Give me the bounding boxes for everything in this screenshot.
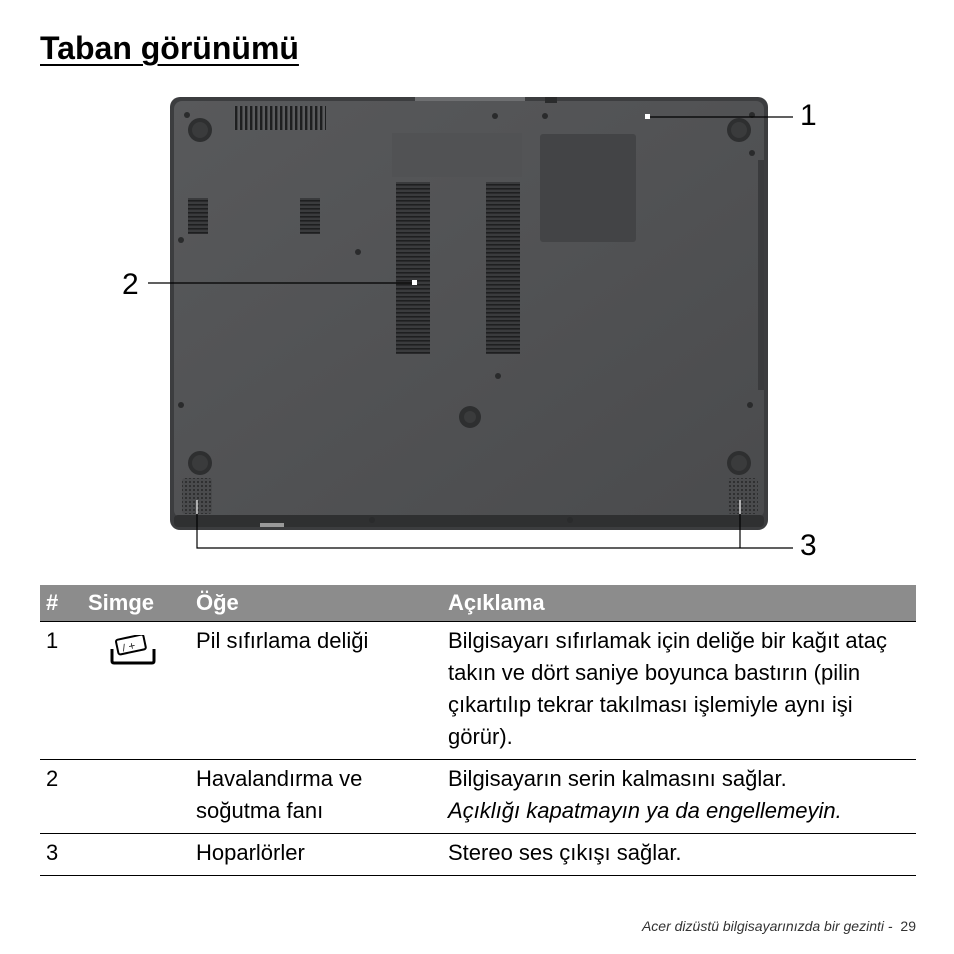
footer-text: Acer dizüstü bilgisayarınızda bir gezinti - <box>641 918 893 934</box>
callout-label-2: 2 <box>122 268 139 301</box>
callout-label-1: 1 <box>800 99 817 132</box>
row-icon <box>82 760 190 834</box>
svg-text:/ +: / + <box>121 641 137 654</box>
top-vent <box>234 106 326 130</box>
header-icon: Simge <box>82 585 190 622</box>
row-item: Havalandırma ve soğutma fanı <box>190 760 442 834</box>
components-table <box>40 585 916 876</box>
row-description: Bilgisayarı sıfırlamak için deliğe bir kağıt ataç takın ve dört saniye boyunca bastırın (pilin çıkartılıp tekrar takılması işlemiyle aynı işi görür). <box>442 622 916 760</box>
table-row <box>40 622 916 760</box>
fan-vent-left <box>396 182 430 354</box>
row-number: 1 <box>40 622 82 760</box>
row-description: Stereo ses çıkışı sağlar. <box>442 834 916 876</box>
row-description: Bilgisayarın serin kalmasını sağlar. Açıklığı kapatmayın ya da engellemeyin. <box>442 760 916 834</box>
speaker-right <box>728 478 758 514</box>
battery-reset-hole <box>645 114 650 119</box>
page-number: 29 <box>900 918 916 934</box>
row-number: 3 <box>40 834 82 876</box>
row-icon <box>82 834 190 876</box>
table-row <box>40 760 916 834</box>
page-title: Taban görünümü <box>40 30 299 66</box>
header-number: # <box>40 585 82 622</box>
row-description-warning: Açıklığı kapatmayın ya da engellemeyin. <box>448 798 842 823</box>
battery-reset-icon <box>88 625 184 674</box>
callout-label-3: 3 <box>800 529 817 562</box>
header-description: Açıklama <box>442 585 916 622</box>
page-footer <box>642 918 916 934</box>
row-item: Pil sıfırlama deliği <box>190 622 442 760</box>
row-number: 2 <box>40 760 82 834</box>
row-icon <box>82 622 190 760</box>
header-item: Öğe <box>190 585 442 622</box>
table-row <box>40 834 916 876</box>
fan-vent-right <box>486 182 520 354</box>
access-panel <box>540 134 636 242</box>
row-item: Hoparlörler <box>190 834 442 876</box>
table-header-row <box>40 585 916 622</box>
